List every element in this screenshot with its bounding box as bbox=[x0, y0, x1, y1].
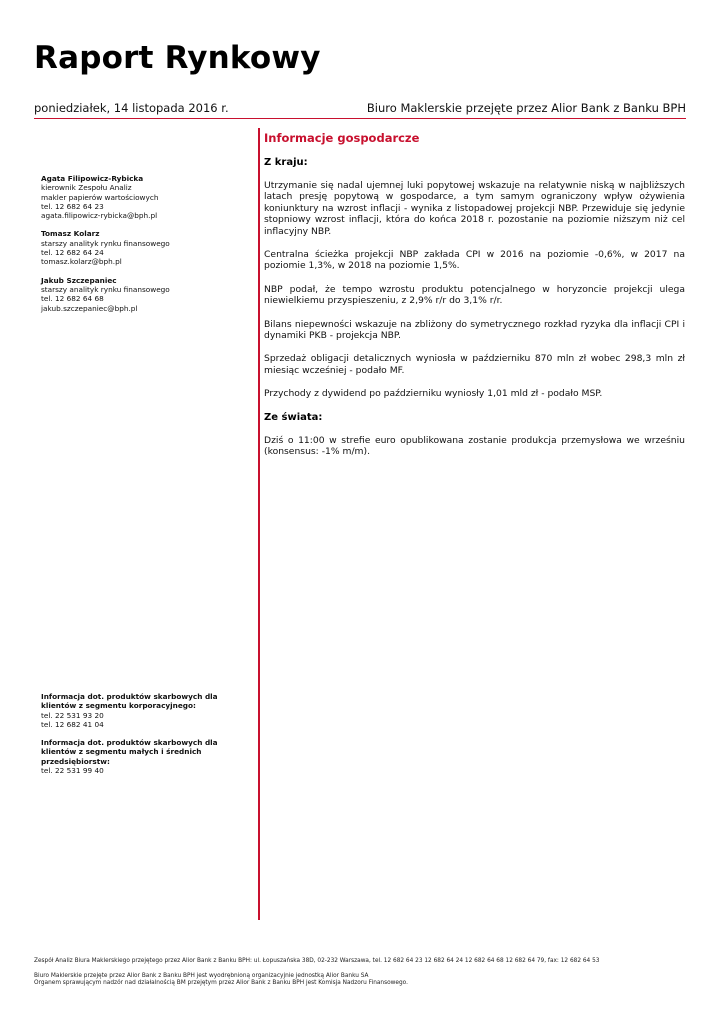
contact-card bbox=[41, 229, 241, 266]
contact-email[interactable]: tomasz.kolarz@bph.pl bbox=[41, 257, 122, 267]
info-phone: tel. 22 531 93 20 bbox=[41, 710, 104, 720]
contact-phone: tel. 12 682 64 68 bbox=[41, 294, 104, 304]
news-paragraph: Utrzymanie się nadal ujemnej luki popytowej wskazuje na relatywnie niską w najbliższych latach presję popytową w gospodarce, a tym samym ograniczony wpływ ożywienia koniunktury na wzrost inflacji - wynika z listopadowej projekcji NBP. Przewiduje się jedynie stopniowy wzrost inflacji, która do końca 2018 r. pozostanie na poziomie niższym niż cel inflacyjny NBP. bbox=[264, 180, 685, 237]
column-divider bbox=[258, 128, 260, 920]
main-content bbox=[264, 131, 685, 470]
contact-phone: tel. 12 682 64 23 bbox=[41, 201, 104, 211]
footer-address: Zespół Analiz Biura Maklerskiego przejętego przez Alior Bank z Banku BPH: ul. Łopuszańska 38D, 02-232 Warszawa, tel. 12 682 64 23 12 682 64 24 12 682 64 68 12 682 64 79, fax: 12 682 64 53 bbox=[34, 958, 600, 964]
info-phone: tel. 22 531 99 40 bbox=[41, 766, 104, 776]
report-date: poniedziałek, 14 listopada 2016 r. bbox=[34, 101, 229, 115]
contact-card bbox=[41, 174, 241, 220]
info-phone: tel. 12 682 41 04 bbox=[41, 719, 104, 729]
news-paragraph: Przychody z dywidend po październiku wyniosły 1,01 mld zł - podało MSP. bbox=[264, 388, 603, 400]
contact-role: starszy analityk rynku finansowego bbox=[41, 238, 170, 248]
domestic-heading: Z kraju: bbox=[264, 157, 308, 168]
report-title: Raport Rynkowy bbox=[34, 40, 321, 76]
contact-role: starszy analityk rynku finansowego bbox=[41, 284, 170, 294]
info-heading: Informacja dot. produktów skarbowych dla bbox=[41, 692, 218, 701]
section-title: Informacje gospodarcze bbox=[264, 131, 420, 145]
contact-name: Jakub Szczepaniec bbox=[41, 275, 117, 285]
news-paragraph: Centralna ścieżka projekcji NBP zakłada CPI w 2016 na poziomie -0,6%, w 2017 na poziomie 1,3%, w 2018 na poziomie 1,5%. bbox=[264, 249, 685, 272]
footer-legal: Biuro Maklerskie przejęte przez Alior Bank z Banku BPH jest wyodrębnioną organizacyjnie jednostką Alior Banku SA bbox=[34, 972, 369, 979]
publisher-name: Biuro Maklerskie przejęte przez Alior Bank z Banku BPH bbox=[366, 101, 686, 115]
news-paragraph: Dziś o 11:00 w strefie euro opublikowana zostanie produkcja przemysłowa we wrześniu (konsensus: -1% m/m). bbox=[264, 434, 685, 458]
news-paragraph: Bilans niepewności wskazuje na zbliżony do symetrycznego rozkład ryzyka dla inflacji CPI i dynamiki PKB - projekcja NBP. bbox=[264, 318, 685, 342]
header-divider bbox=[34, 118, 686, 119]
contact-phone: tel. 12 682 64 24 bbox=[41, 248, 104, 258]
page-footer bbox=[34, 958, 694, 988]
treasury-info-sme bbox=[41, 738, 241, 775]
contact-name: Agata Filipowicz-Rybicka bbox=[41, 174, 144, 183]
analyst-contacts bbox=[41, 174, 241, 322]
news-paragraph: Sprzedaż obligacji detalicznych wyniosła w październiku 870 mln zł wobec 298,3 mln zł miesiąc wcześniej - podało MF. bbox=[264, 353, 685, 376]
treasury-info-corporate bbox=[41, 692, 241, 729]
contact-role: kierownik Zespołu Analiz bbox=[41, 183, 132, 193]
info-heading: Informacja dot. produktów skarbowych dla bbox=[41, 738, 218, 748]
info-heading: przedsiębiorstw: bbox=[41, 756, 110, 766]
info-heading: klientów z segmentu małych i średnich bbox=[41, 747, 202, 757]
treasury-info bbox=[41, 692, 241, 784]
contact-email[interactable]: jakub.szczepaniec@bph.pl bbox=[41, 303, 138, 313]
news-paragraph: NBP podał, że tempo wzrostu produktu potencjalnego w horyzoncie projekcji ulega niewielkiemu przyspieszeniu, z 2,9% r/r do 3,1% r/r. bbox=[264, 283, 685, 307]
world-heading: Ze świata: bbox=[264, 411, 323, 423]
contact-name: Tomasz Kolarz bbox=[41, 229, 100, 239]
info-heading: klientów z segmentu korporacyjnego: bbox=[41, 701, 196, 711]
contact-card bbox=[41, 276, 241, 313]
footer-supervision: Organem sprawującym nadzór nad działalnością BM przejętym przez Alior Bank z Banku BPH jest Komisja Nadzoru Finansowego. bbox=[34, 980, 408, 987]
contact-role: makler papierów wartościowych bbox=[41, 192, 159, 202]
contact-email[interactable]: agata.filipowicz-rybicka@bph.pl bbox=[41, 211, 158, 221]
